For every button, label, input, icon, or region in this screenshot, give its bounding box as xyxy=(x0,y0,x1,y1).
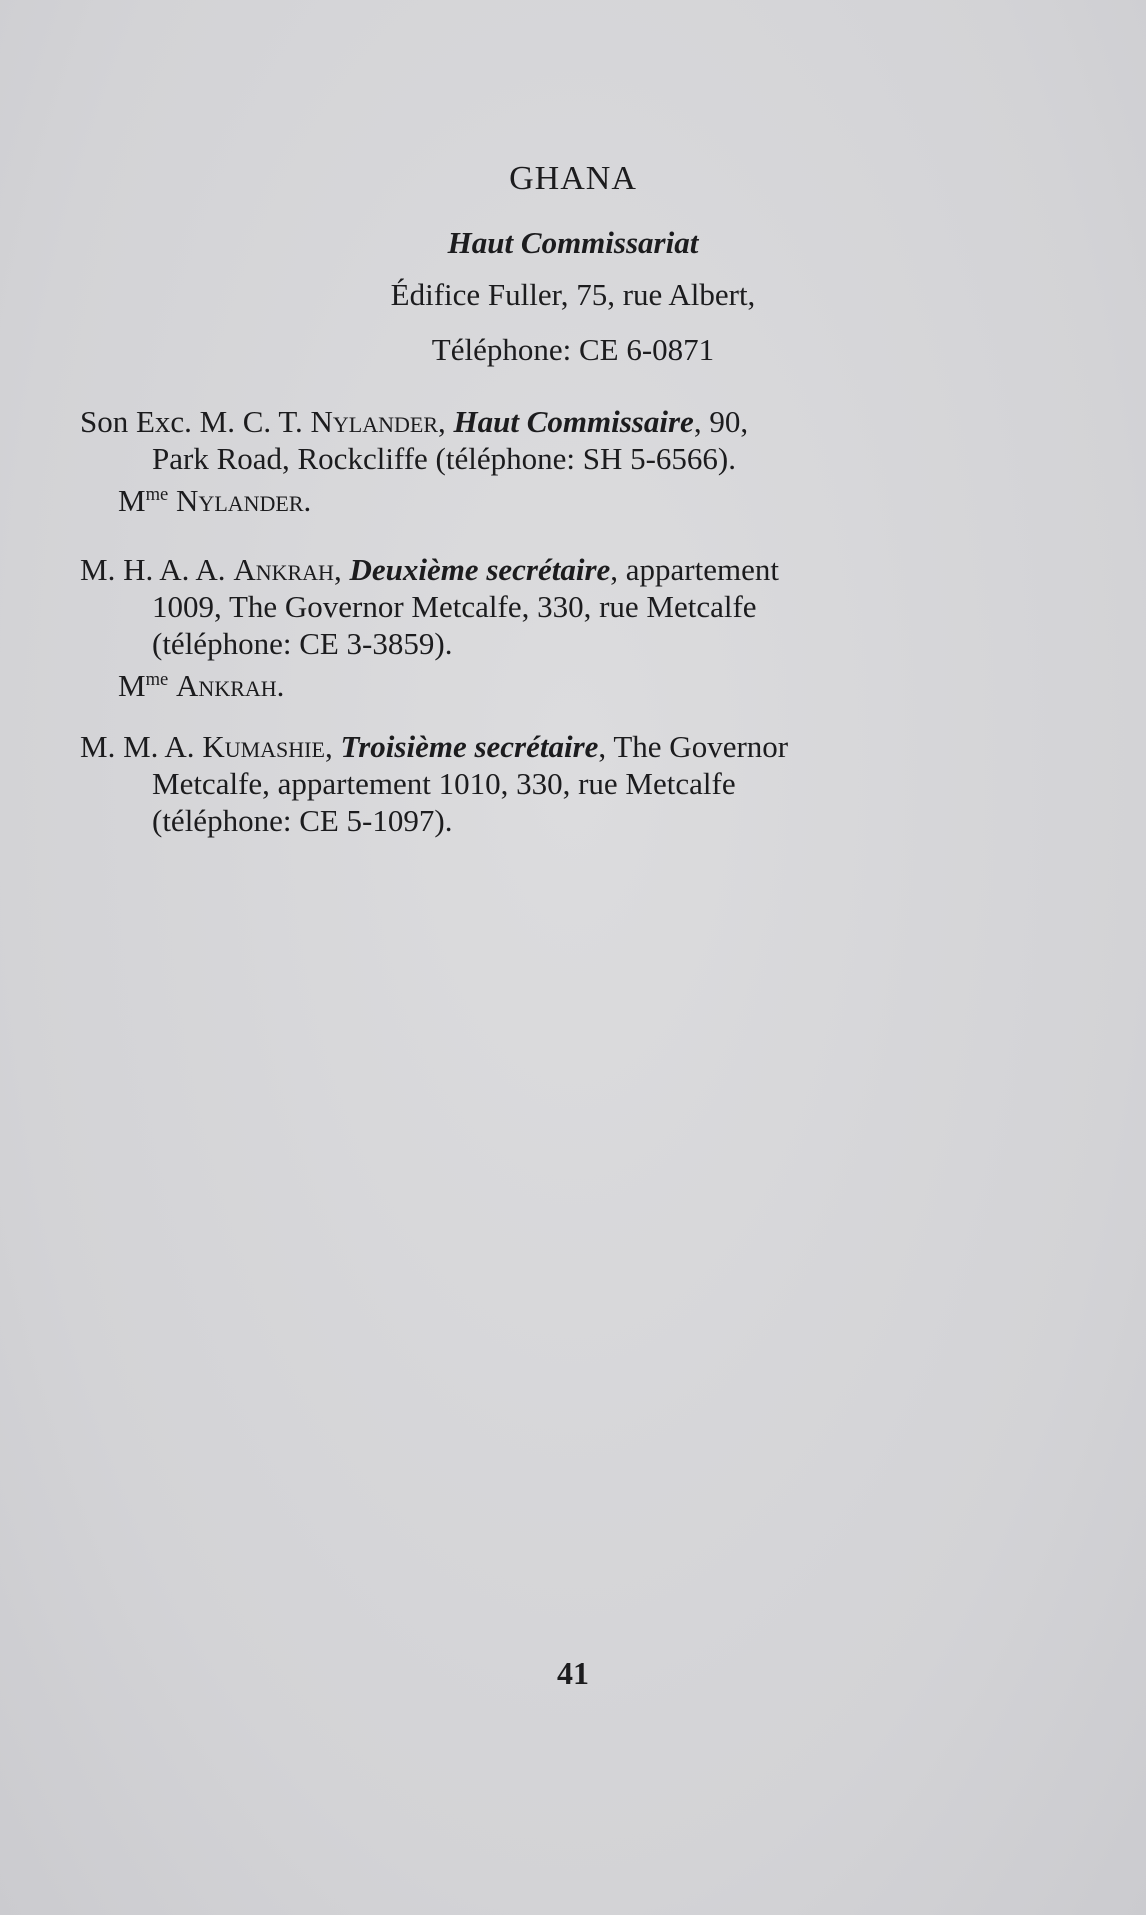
spouse-name: Nylander. xyxy=(176,483,312,518)
spouse-entry-nylander: $M^{me}$ Nylander. xyxy=(118,483,312,518)
staff-name: Kumashie xyxy=(202,729,325,764)
country-heading: GHANA xyxy=(509,160,637,197)
entry-prefix: Son Exc. M. C. T. xyxy=(80,404,311,439)
staff-entry-ankrah: M. H. A. A. Ankrah, Deuxième secrétaire, appartement 1009, The Governor Metcalfe, 330, rue Metcalfe (téléphone: CE 3-3859). xyxy=(80,551,990,662)
office-telephone: Téléphone: CE 6-0871 xyxy=(431,332,715,367)
entry-text: , 90, xyxy=(693,404,749,439)
staff-title: Haut Commissaire xyxy=(453,404,694,439)
entry-prefix: M. M. A. xyxy=(80,729,203,764)
office-address: Édifice Fuller, 75, rue Albert, xyxy=(390,277,756,312)
office-heading: Haut Commissariat xyxy=(447,225,699,260)
staff-title: Troisième secrétaire xyxy=(340,729,599,764)
spouse-entry-ankrah: $M^{me}$ Ankrah. xyxy=(118,668,285,703)
entry-line: Metcalfe, appartement 1010, 330, rue Metcalfe xyxy=(152,766,736,801)
entry-text: , appartement xyxy=(610,552,779,587)
page-number: 41 xyxy=(557,1655,589,1691)
staff-name: Ankrah xyxy=(233,552,334,587)
staff-name: Nylander xyxy=(310,404,439,439)
staff-entry-kumashie: M. M. A. Kumashie, Troisième secrétaire, The Governor Metcalfe, appartement 1010, 330, rue Metcalfe (téléphone: CE 5-1097). xyxy=(80,728,990,839)
staff-title: Deuxième secrétaire xyxy=(349,552,611,587)
entry-line: (téléphone: CE 5-1097). xyxy=(152,803,453,838)
entry-prefix: M. H. A. A. xyxy=(80,552,234,587)
staff-entry-nylander: Son Exc. M. C. T. Nylander, Haut Commissaire, 90, Park Road, Rockcliffe (téléphone: SH 5-6566). xyxy=(80,403,990,477)
spouse-name: Ankrah. xyxy=(176,668,285,703)
entry-line: 1009, The Governor Metcalfe, 330, rue Metcalfe xyxy=(152,589,757,624)
entry-line: Park Road, Rockcliffe (téléphone: SH 5-6566). xyxy=(152,441,736,476)
entry-text: , The Governor xyxy=(598,729,789,764)
entry-line: (téléphone: CE 3-3859). xyxy=(152,626,453,661)
